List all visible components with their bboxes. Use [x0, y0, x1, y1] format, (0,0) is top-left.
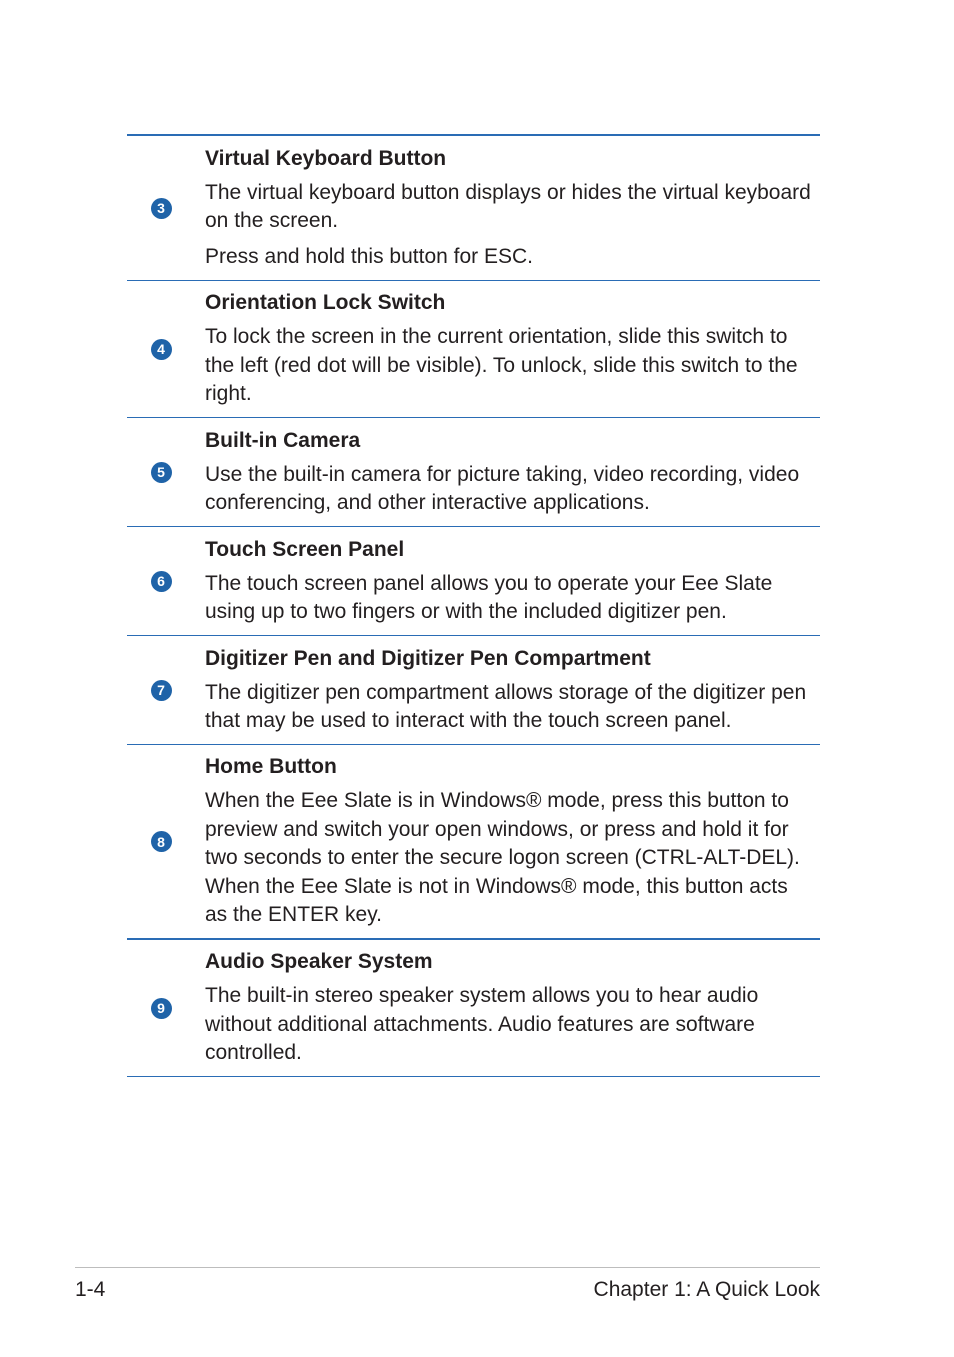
page-number: 1-4 [75, 1278, 106, 1301]
feature-description: The touch screen panel allows you to operate your Eee Slate using up to two fingers or with the included digitizer pen. [205, 571, 773, 623]
feature-description: Use the built-in camera for picture taking, video recording, video conferencing, and other interactive applications. [205, 462, 800, 514]
feature-title: Digitizer Pen and Digitizer Pen Compartment [205, 646, 651, 670]
feature-description: The digitizer pen compartment allows storage of the digitizer pen that may be used to interact with the touch screen panel. [205, 680, 807, 732]
number-badge: 9 [151, 998, 172, 1019]
feature-row-touch-screen-panel [127, 527, 820, 636]
feature-description: The virtual keyboard button displays or hides the virtual keyboard on the screen. [205, 180, 811, 233]
feature-description: To lock the screen in the current orientation, slide this switch to the left (red dot will be visible). To unlock, slide this switch to the right. [205, 325, 798, 406]
number-badge: 3 [151, 198, 172, 219]
feature-title: Audio Speaker System [205, 950, 433, 974]
feature-row-orientation-lock [127, 281, 820, 418]
feature-description: Press and hold this button for ESC. [205, 244, 534, 268]
feature-row-home-button [127, 745, 820, 940]
feature-title: Home Button [205, 755, 337, 779]
number-badge: 8 [151, 831, 172, 852]
feature-title: Virtual Keyboard Button [205, 146, 447, 170]
feature-title: Orientation Lock Switch [205, 291, 446, 315]
number-badge: 5 [151, 462, 172, 483]
number-badge: 4 [151, 339, 172, 360]
feature-title: Touch Screen Panel [205, 537, 405, 561]
feature-row-digitizer-pen [127, 636, 820, 745]
feature-row-virtual-keyboard [127, 136, 820, 281]
feature-description: The built-in stereo speaker system allows you to hear audio without additional attachments. Audio features are software controlled. [205, 984, 759, 1065]
chapter-title: Chapter 1: A Quick Look [593, 1278, 820, 1301]
feature-title: Built-in Camera [205, 428, 361, 452]
feature-table [127, 134, 820, 1077]
number-badge: 6 [151, 571, 172, 592]
footer-divider [75, 1267, 820, 1268]
feature-description: When the Eee Slate is in Windows® mode, press this button to preview and switch your open windows, or press and hold it for two seconds to enter the secure logon screen (CTRL-ALT-DEL). When the Eee Slate is not in Windows® mode, this button acts as the ENTER key. [205, 789, 800, 927]
feature-row-audio-speaker [127, 940, 820, 1077]
number-badge: 7 [151, 680, 172, 701]
feature-row-built-in-camera [127, 418, 820, 527]
